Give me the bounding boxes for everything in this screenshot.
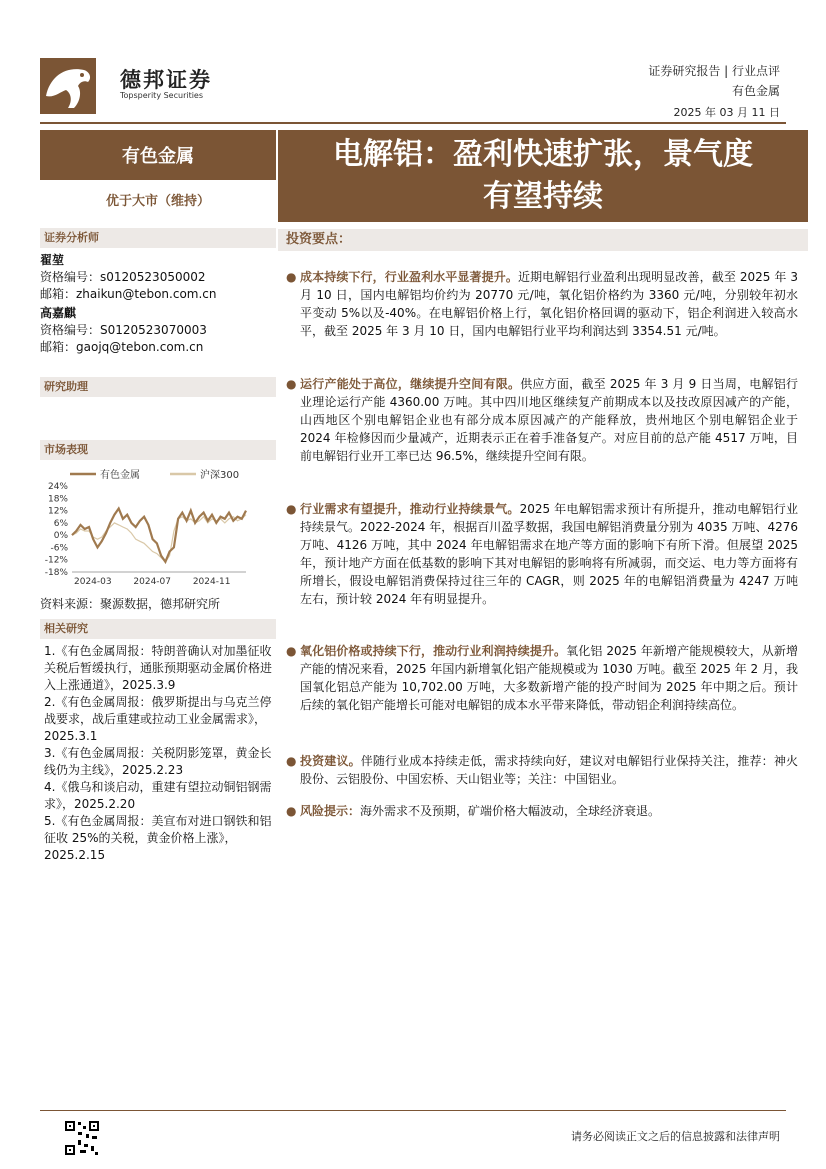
point-risk	[286, 802, 798, 820]
point-text: 伴随行业成本持续走低，需求持续向好，建议对电解铝行业保持关注，推荐：神火股份、云铝股份、中国宏桥、天山铝业等；关注：中国铝业。	[300, 754, 798, 786]
rating: 优于大市（维持）	[105, 194, 210, 209]
point-lead: 成本持续下行，行业盈利水平显著提升。	[300, 270, 518, 284]
point-text: 近期电解铝行业盈利出现明显改善，截至 2025 年 3 月 10 日，国内电解铝均价约为 20770 元/吨，氧化铝价格约为 3360 元/吨，分别较年初水平变动 5%以及-40%。在电解铝价格上行，氧化铝价格回调的驱动下，铝企利润进入较高水平，截至 2025 年 3 月 10 日，国内电解铝行业平均利润达到 3354.51 元/吨。	[300, 270, 798, 338]
bullet-icon: ●	[286, 377, 297, 391]
y-tick-label: 12%	[47, 506, 68, 517]
point-demand	[286, 500, 798, 608]
related-item[interactable]: 2.《有色金属周报：俄罗斯提出与乌克兰停战要求，战后重建或拉动工业金属需求》，2025.3.1	[44, 695, 272, 743]
x-tick-label: 2024-11	[192, 577, 231, 587]
point-text: 供应方面，截至 2025 年 3 月 9 日当周，电解铝行业理论运行产能 4360.00 万吨。其中四川地区继续复产前期成本以及技改原因减产的产能，山西地区个别电解铝企业也有部分成本原因减产的产能释放，贵州地区个别电解铝企业于 2024 年检修因而少量减产，近期表示正在着手准备复产。对应目前的总产能 4517 万吨，目前电解铝行业开工率已达 96.5%，继续提升空间有限。	[300, 377, 798, 463]
analyst-email[interactable]: 邮箱：zhaikun@tebon.com.cn	[40, 287, 217, 301]
bullet-icon: ●	[286, 270, 297, 284]
point-lead: 投资建议。	[300, 754, 361, 768]
point-cost	[286, 268, 798, 340]
title-line-1: 电解铝：盈利快速扩张，景气度	[333, 137, 753, 172]
bullet-icon: ●	[286, 502, 297, 516]
brand-name-en: Topsperity Securities	[120, 91, 204, 100]
header-divider	[40, 122, 786, 124]
analyst-email[interactable]: 邮箱：gaojq@tebon.com.cn	[40, 340, 204, 354]
x-tick-label: 2024-03	[74, 577, 112, 587]
point-lead: 风险提示：	[300, 804, 361, 818]
point-lead: 氧化铝价格或持续下行，推动行业利润持续提升。	[300, 644, 567, 658]
bullet-icon: ●	[286, 754, 297, 768]
point-alumina	[286, 642, 798, 714]
dolphin-logo-icon	[40, 58, 96, 114]
analyst-heading: 证券分析师	[40, 228, 276, 248]
point-lead: 运行产能处于高位，继续提升空间有限。	[300, 377, 521, 391]
y-tick-label: -6%	[50, 543, 68, 554]
analyst-license: 资格编号：S0120523070003	[40, 323, 207, 337]
legend-label: 沪深300	[200, 470, 240, 481]
point-text: 海外需求不及预期，矿端价格大幅波动，全球经济衰退。	[360, 804, 661, 818]
series-line	[72, 515, 246, 562]
disclaimer-note: 请务必阅读正文之后的信息披露和法律声明	[571, 1130, 780, 1143]
point-recommendation	[286, 752, 798, 788]
footer-divider	[40, 1110, 786, 1111]
analyst-name: 高嘉麒	[40, 306, 77, 320]
market-performance-chart	[40, 464, 276, 590]
related-item[interactable]: 1.《有色金属周报：特朗普确认对加墨征收关税后暂缓执行，通胀预期驱动金属价格进入上涨通道》，2025.3.9	[44, 644, 273, 692]
related-item[interactable]: 5.《有色金属周报：美宣布对进口钢铁和铝征收 25%的关税，黄金价格上涨》，2025.2.15	[44, 814, 272, 862]
bullet-icon: ●	[286, 804, 297, 818]
analyst-1	[40, 252, 217, 303]
x-tick-label: 2024-07	[133, 577, 172, 587]
qr-code-icon	[64, 1120, 100, 1156]
point-text: 氧化铝 2025 年新增产能规模较大，从新增产能的情况来看，2025 年国内新增氧化铝产能规模或为 1030 万吨。截至 2025 年 2 月，我国氧化铝总产能为 10,702.00 万吨，大多数新增产能的投产时间为 2025 年中期之后。预计后续的氧化铝产能增长可能对电解铝的成本水平带来降低，带动铝企利润持续高位。	[300, 644, 798, 712]
y-tick-label: -12%	[44, 555, 68, 566]
y-tick-label: 6%	[53, 518, 68, 529]
report-industry: 有色金属	[731, 84, 780, 98]
y-tick-label: 0%	[53, 531, 68, 542]
related-item[interactable]: 4.《俄乌和谈启动，重建有望拉动铜铝钢需求》，2025.2.20	[44, 780, 272, 811]
legend-label: 有色金属	[100, 470, 140, 481]
bullet-icon: ●	[286, 644, 297, 658]
y-tick-label: 24%	[47, 482, 68, 492]
series-line	[72, 509, 246, 562]
analyst-license: 资格编号：s0120523050002	[40, 270, 206, 284]
analyst-2	[40, 305, 207, 356]
analyst-name: 翟堃	[40, 253, 65, 267]
related-heading: 相关研究	[40, 619, 276, 639]
y-tick-label: 18%	[47, 494, 68, 505]
sector-banner: 有色金属	[40, 130, 276, 180]
related-item[interactable]: 3.《有色金属周报：关税阴影笼罩，黄金长线仍为主线》，2025.2.23	[44, 746, 272, 777]
investment-points-heading: 投资要点：	[278, 229, 808, 251]
brand-name: 德邦证券	[120, 68, 212, 92]
report-type: 证券研究报告 | 行业点评	[648, 64, 780, 78]
title-line-2: 有望持续	[483, 179, 603, 214]
report-date: 2025 年 03 月 11 日	[673, 106, 780, 119]
related-list	[44, 643, 272, 864]
point-lead: 行业需求有望提升，推动行业持续景气。	[300, 502, 520, 516]
y-tick-label: -18%	[44, 568, 68, 578]
assistant-heading: 研究助理	[40, 377, 276, 397]
market-heading: 市场表现	[40, 440, 276, 460]
chart-source: 资料来源：聚源数据，德邦研究所	[40, 597, 221, 611]
report-title	[278, 130, 808, 222]
point-text: 2025 年电解铝需求预计有所提升，推动电解铝行业持续景气。2022-2024 年，根据百川盈孚数据，我国电解铝消费量分别为 4035 万吨、4276 万吨、4126 万吨，其中 2024 年电解铝需求在地产等方面的影响下有所下滑。但展望 2025 年，预计地产方面在低基数的影响下其对电解铝的影响将有所减弱，而交运、电力等方面将有所增长，假设电解铝消费保持过往三年的 CAGR，则 2025 年的电解铝消费量为 4247 万吨左右，预计较 2024 年有明显提升。	[300, 502, 798, 606]
point-capacity	[286, 375, 798, 465]
